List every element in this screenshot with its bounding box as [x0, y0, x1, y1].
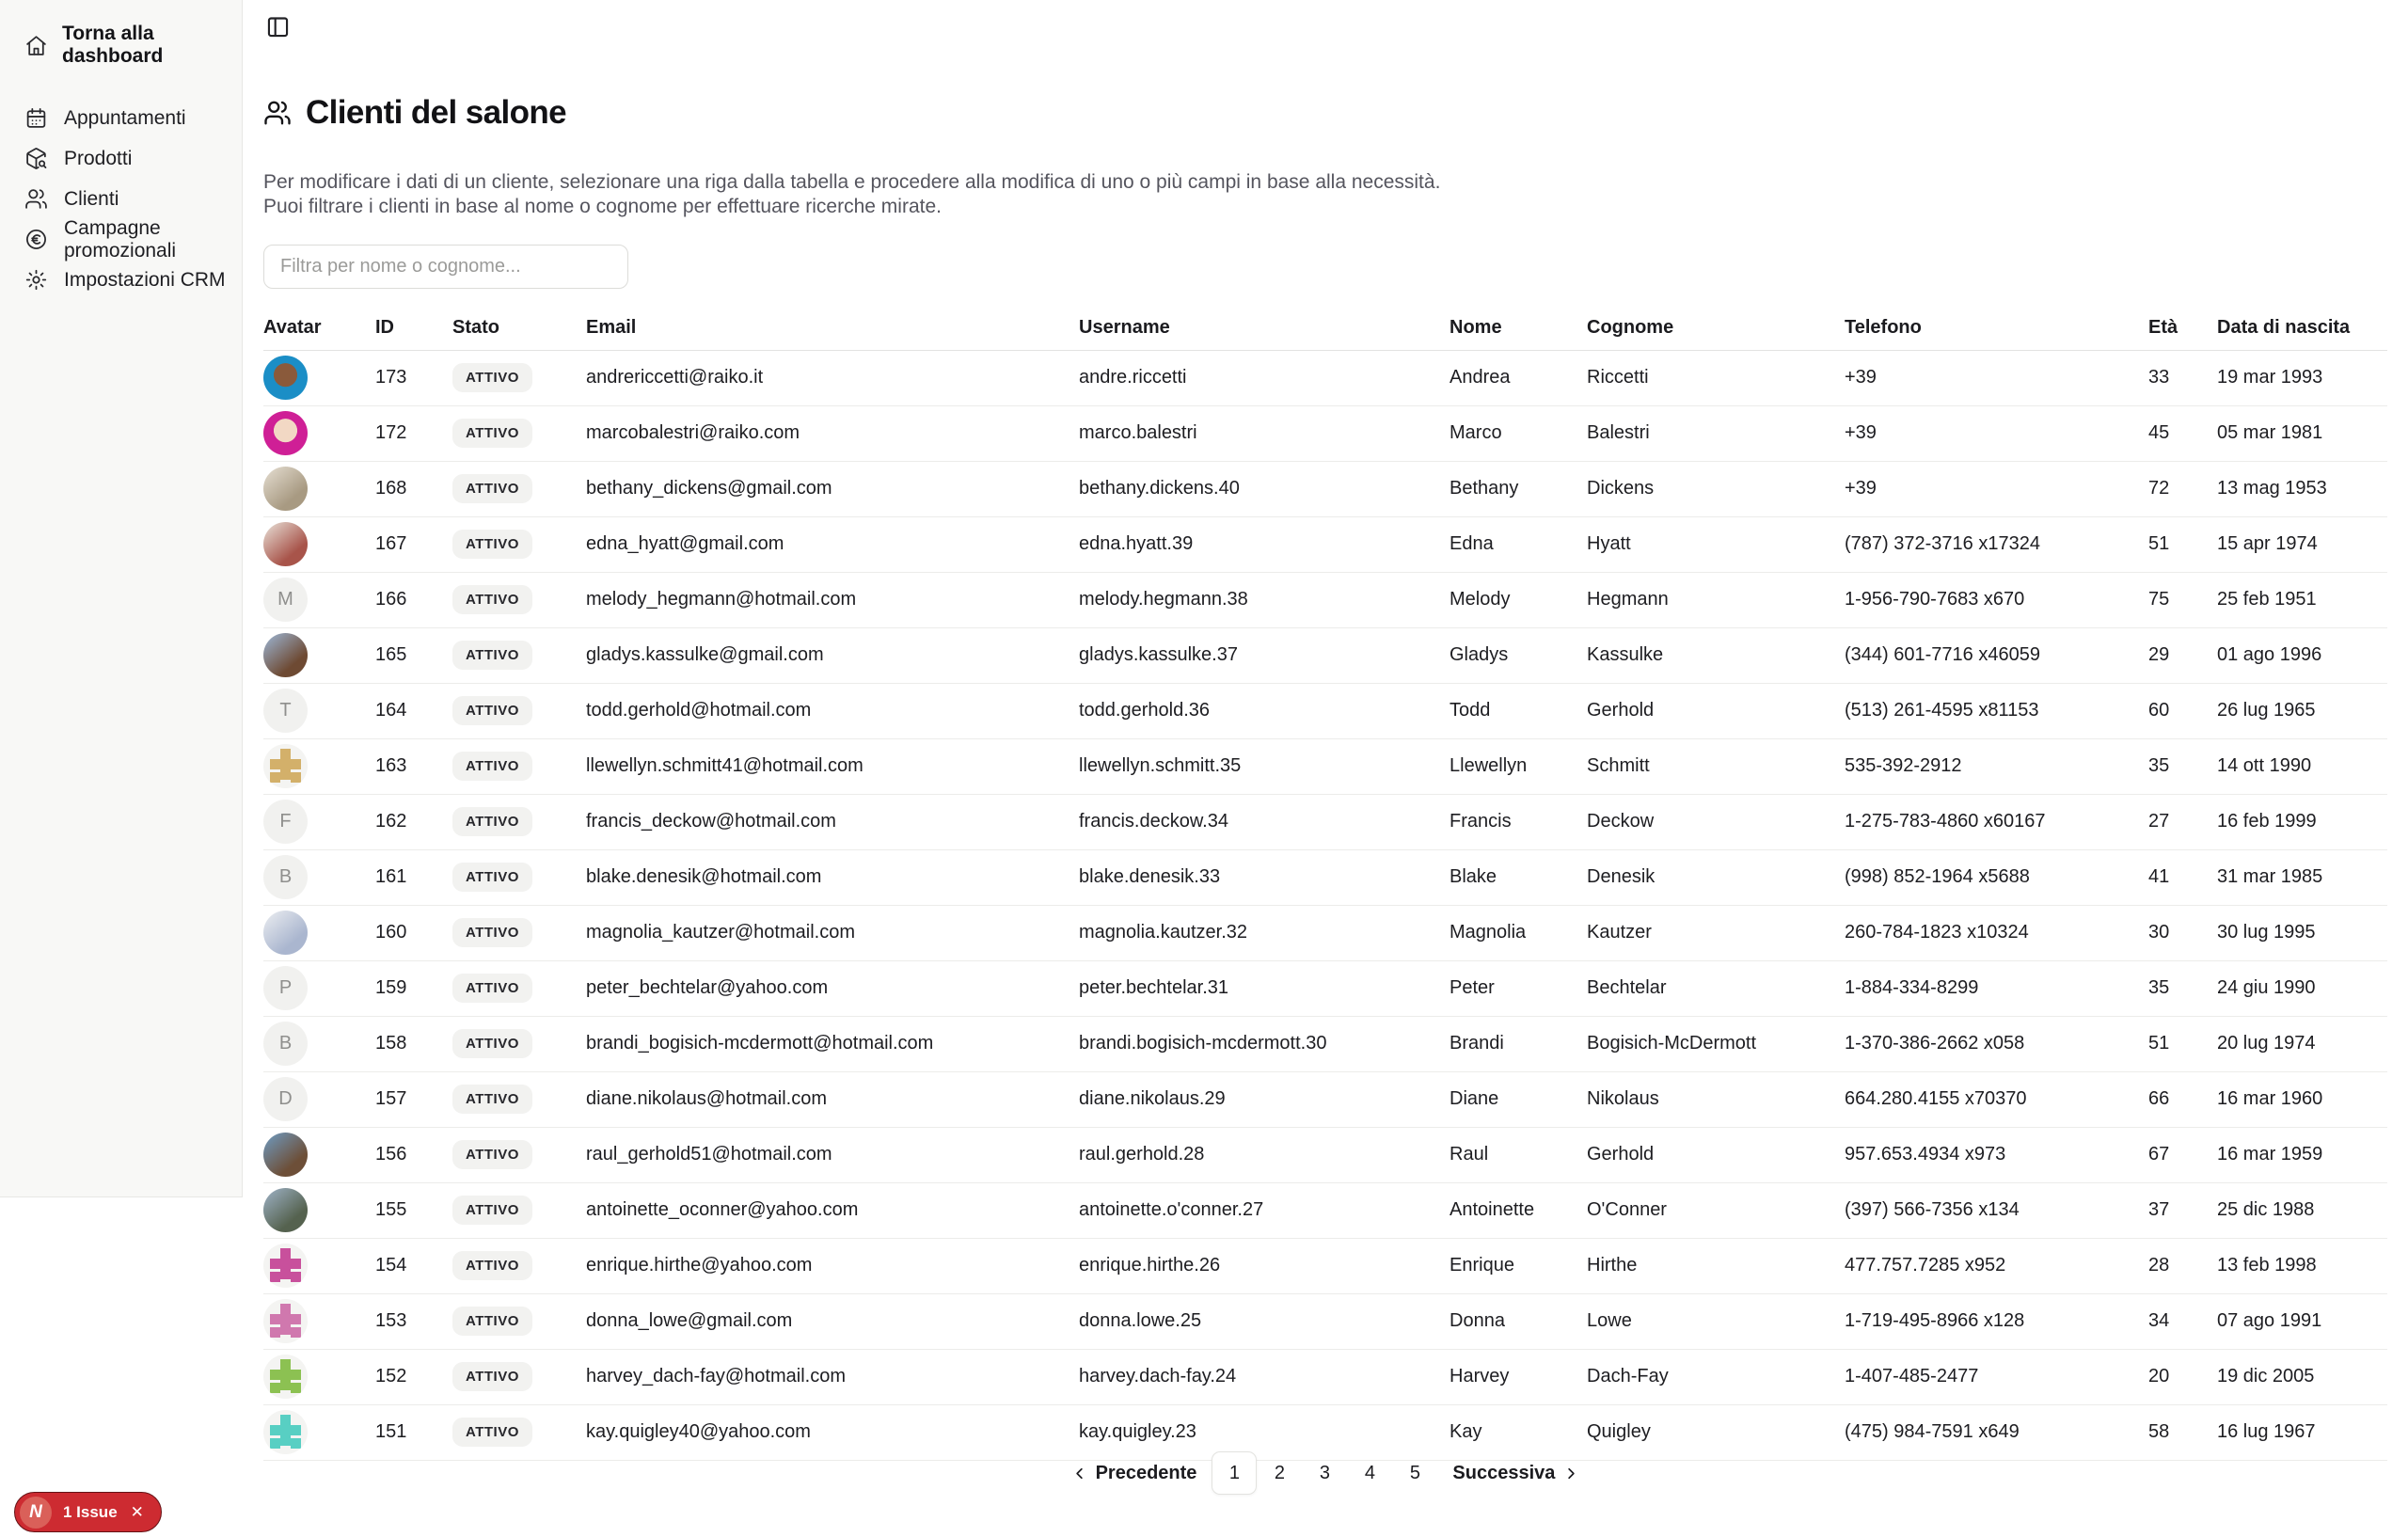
page-number-button[interactable]: 2 [1257, 1451, 1302, 1495]
cell-id: 155 [375, 1199, 407, 1221]
sidebar-item-impostazioni-crm[interactable] [0, 260, 242, 300]
cell-username: blake.denesik.33 [1079, 866, 1221, 888]
package-search-icon [24, 147, 48, 170]
page-description [263, 170, 2387, 218]
avatar: T [263, 689, 308, 733]
table-row[interactable] [263, 406, 2387, 462]
column-header-stato: Stato [452, 316, 499, 338]
cell-id: 156 [375, 1144, 407, 1165]
cell-id: 165 [375, 644, 407, 666]
status-badge: ATTIVO [452, 1362, 532, 1391]
cell-data-di-nascita: 16 feb 1999 [2217, 811, 2317, 832]
cell-username: bethany.dickens.40 [1079, 478, 1240, 499]
cell-id: 153 [375, 1310, 407, 1332]
table-row[interactable] [263, 628, 2387, 684]
cell-id: 160 [375, 922, 407, 943]
cell-cognome: Kautzer [1587, 922, 1652, 943]
cell-telefono: (344) 601-7716 x46059 [1845, 644, 2040, 666]
cell-nome: Francis [1450, 811, 1512, 832]
table-row[interactable] [263, 1017, 2387, 1072]
sidebar-item-back-to-dashboard[interactable] [0, 15, 242, 75]
status-badge: ATTIVO [452, 1196, 532, 1225]
cell-eta: 67 [2148, 1144, 2170, 1165]
avatar [263, 522, 308, 566]
description-line-2: Puoi filtrare i clienti in base al nome o cognome per effettuare ricerche mirate. [263, 195, 942, 217]
sidebar-item-label: Clienti [64, 187, 119, 210]
cell-eta: 20 [2148, 1366, 2170, 1387]
cell-email: diane.nikolaus@hotmail.com [586, 1088, 827, 1110]
avatar [263, 1299, 308, 1343]
status-badge: ATTIVO [452, 918, 532, 947]
cell-username: diane.nikolaus.29 [1079, 1088, 1226, 1110]
cell-data-di-nascita: 19 mar 1993 [2217, 367, 2323, 388]
column-header-cognome: Cognome [1587, 316, 1674, 338]
cell-email: peter_bechtelar@yahoo.com [586, 977, 829, 999]
cell-email: andrericcetti@raiko.it [586, 367, 764, 388]
cell-email: enrique.hirthe@yahoo.com [586, 1255, 813, 1276]
cell-nome: Donna [1450, 1310, 1505, 1332]
previous-page-button[interactable] [1061, 1455, 1207, 1492]
cell-telefono: (397) 566-7356 x134 [1845, 1199, 2020, 1221]
clients-table [263, 306, 2387, 1461]
sidebar-nav [0, 98, 242, 300]
cell-id: 173 [375, 367, 407, 388]
sidebar-item-label: Impostazioni CRM [64, 268, 226, 291]
chevron-right-icon [1562, 1465, 1580, 1482]
cell-nome: Andrea [1450, 367, 1511, 388]
calendar-icon [24, 106, 48, 130]
cell-email: brandi_bogisich-mcdermott@hotmail.com [586, 1033, 934, 1054]
cell-cognome: Hirthe [1587, 1255, 1638, 1276]
cell-cognome: Balestri [1587, 422, 1650, 444]
cell-username: enrique.hirthe.26 [1079, 1255, 1221, 1276]
sidebar-item-label: Campagne promozionali [64, 216, 177, 261]
column-header-avatar: Avatar [263, 316, 322, 338]
chevron-left-icon [1070, 1465, 1088, 1482]
cell-email: kay.quigley40@yahoo.com [586, 1421, 811, 1443]
cell-cognome: Dach-Fay [1587, 1366, 1669, 1387]
cell-nome: Llewellyn [1450, 755, 1528, 777]
avatar [263, 744, 308, 788]
page-number-button[interactable]: 1 [1212, 1451, 1257, 1495]
cell-nome: Todd [1450, 700, 1491, 721]
avatar: F [263, 800, 308, 844]
cell-eta: 30 [2148, 922, 2170, 943]
cell-telefono: +39 [1845, 367, 1877, 388]
cell-nome: Blake [1450, 866, 1497, 888]
cell-email: magnolia_kautzer@hotmail.com [586, 922, 855, 943]
cell-nome: Melody [1450, 589, 1511, 610]
cell-email: edna_hyatt@gmail.com [586, 533, 784, 555]
table-row[interactable] [263, 1183, 2387, 1239]
table-row[interactable] [263, 906, 2387, 961]
cell-cognome: Gerhold [1587, 700, 1655, 721]
cell-id: 168 [375, 478, 407, 499]
cell-id: 154 [375, 1255, 407, 1276]
cell-telefono: 260-784-1823 x10324 [1845, 922, 2029, 943]
table-row[interactable] [263, 462, 2387, 517]
page-number-button[interactable]: 3 [1302, 1451, 1347, 1495]
table-row[interactable] [263, 1128, 2387, 1183]
sidebar [0, 0, 243, 1197]
cell-username: magnolia.kautzer.32 [1079, 922, 1248, 943]
status-badge: ATTIVO [452, 585, 532, 614]
sidebar-item-label: Appuntamenti [64, 106, 186, 129]
cell-id: 157 [375, 1088, 407, 1110]
avatar [263, 411, 308, 455]
table-row[interactable] [263, 961, 2387, 1017]
cell-cognome: Kassulke [1587, 644, 1664, 666]
cell-nome: Peter [1450, 977, 1495, 999]
cell-email: marcobalestri@raiko.com [586, 422, 800, 444]
cell-id: 163 [375, 755, 407, 777]
cell-cognome: Denesik [1587, 866, 1656, 888]
cell-eta: 51 [2148, 533, 2170, 555]
cell-eta: 45 [2148, 422, 2170, 444]
cell-eta: 72 [2148, 478, 2170, 499]
cell-data-di-nascita: 30 lug 1995 [2217, 922, 2316, 943]
cell-id: 164 [375, 700, 407, 721]
cell-eta: 58 [2148, 1421, 2170, 1443]
sidebar-item-campagne-promozionali[interactable] [0, 216, 242, 261]
cell-data-di-nascita: 25 dic 1988 [2217, 1199, 2315, 1221]
cell-data-di-nascita: 26 lug 1965 [2217, 700, 2316, 721]
close-icon[interactable]: ✕ [130, 1503, 144, 1521]
cell-data-di-nascita: 16 mar 1960 [2217, 1088, 2323, 1110]
table-row[interactable] [263, 1072, 2387, 1128]
status-badge: ATTIVO [452, 863, 532, 892]
cell-nome: Magnolia [1450, 922, 1527, 943]
cell-username: andre.riccetti [1079, 367, 1187, 388]
cell-eta: 60 [2148, 700, 2170, 721]
cell-nome: Marco [1450, 422, 1502, 444]
status-badge: ATTIVO [452, 1085, 532, 1114]
pagination [243, 1451, 2408, 1495]
cell-username: marco.balestri [1079, 422, 1197, 444]
cell-cognome: Dickens [1587, 478, 1655, 499]
cell-telefono: 1-956-790-7683 x670 [1845, 589, 2025, 610]
cell-telefono: (513) 261-4595 x81153 [1845, 700, 2039, 721]
column-header-telefono: Telefono [1845, 316, 1922, 338]
cell-nome: Harvey [1450, 1366, 1510, 1387]
cell-data-di-nascita: 07 ago 1991 [2217, 1310, 2322, 1332]
cell-data-di-nascita: 13 mag 1953 [2217, 478, 2327, 499]
cell-username: francis.deckow.34 [1079, 811, 1228, 832]
cell-data-di-nascita: 20 lug 1974 [2217, 1033, 2316, 1054]
cell-nome: Brandi [1450, 1033, 1504, 1054]
cell-eta: 51 [2148, 1033, 2170, 1054]
cell-data-di-nascita: 14 ott 1990 [2217, 755, 2312, 777]
cell-eta: 33 [2148, 367, 2170, 388]
cell-id: 172 [375, 422, 407, 444]
table-row[interactable] [263, 1294, 2387, 1350]
cell-telefono: +39 [1845, 422, 1877, 444]
cell-data-di-nascita: 16 mar 1959 [2217, 1144, 2323, 1165]
cell-cognome: Bogisich-McDermott [1587, 1033, 1757, 1054]
cell-telefono: 535-392-2912 [1845, 755, 1962, 777]
status-badge: ATTIVO [452, 1029, 532, 1058]
cell-username: raul.gerhold.28 [1079, 1144, 1205, 1165]
cell-email: francis_deckow@hotmail.com [586, 811, 836, 832]
cell-eta: 35 [2148, 755, 2170, 777]
cell-id: 162 [375, 811, 407, 832]
description-line-1: Per modificare i dati di un cliente, selezionare una riga dalla tabella e procedere alla modifica di uno o più campi in base alla necessità. [263, 170, 1441, 193]
avatar [263, 467, 308, 511]
cell-username: gladys.kassulke.37 [1079, 644, 1238, 666]
cell-username: harvey.dach-fay.24 [1079, 1366, 1237, 1387]
avatar [263, 1188, 308, 1232]
cell-telefono: 957.653.4934 x973 [1845, 1144, 2006, 1165]
sidebar-item-appuntamenti[interactable] [0, 98, 242, 138]
cell-cognome: O'Conner [1587, 1199, 1667, 1221]
table-row[interactable] [263, 684, 2387, 739]
next-label: Successiva [1452, 1462, 1556, 1483]
cell-username: llewellyn.schmitt.35 [1079, 755, 1242, 777]
cell-telefono: 1-275-783-4860 x60167 [1845, 811, 2046, 832]
table-row[interactable] [263, 351, 2387, 406]
cell-cognome: Hegmann [1587, 589, 1669, 610]
avatar [263, 1355, 308, 1399]
cell-data-di-nascita: 24 giu 1990 [2217, 977, 2316, 999]
table-row[interactable] [263, 850, 2387, 906]
table-row[interactable] [263, 573, 2387, 628]
cell-username: edna.hyatt.39 [1079, 533, 1194, 555]
avatar: D [263, 1077, 308, 1121]
next-page-button[interactable] [1443, 1455, 1590, 1492]
cell-eta: 29 [2148, 644, 2170, 666]
dev-issue-badge[interactable] [14, 1492, 162, 1532]
avatar [263, 911, 308, 955]
avatar [263, 1133, 308, 1177]
column-header-data-di-nascita: Data di nascita [2217, 316, 2351, 338]
cell-telefono: (475) 984-7591 x649 [1845, 1421, 2020, 1443]
status-badge: ATTIVO [452, 530, 532, 559]
cell-data-di-nascita: 19 dic 2005 [2217, 1366, 2315, 1387]
column-header-username: Username [1079, 316, 1170, 338]
page-title: Clienti del salone [306, 94, 567, 132]
table-body [263, 351, 2387, 1461]
cell-username: kay.quigley.23 [1079, 1421, 1196, 1443]
cell-id: 151 [375, 1421, 407, 1443]
cell-nome: Raul [1450, 1144, 1489, 1165]
cell-data-di-nascita: 16 lug 1967 [2217, 1421, 2316, 1443]
avatar: M [263, 578, 308, 622]
cell-cognome: Nikolaus [1587, 1088, 1659, 1110]
avatar: B [263, 855, 308, 899]
previous-label: Precedente [1095, 1462, 1197, 1483]
panel-left-icon [265, 14, 292, 40]
cell-eta: 34 [2148, 1310, 2170, 1332]
cell-eta: 37 [2148, 1199, 2170, 1221]
cell-cognome: Hyatt [1587, 533, 1631, 555]
cell-username: todd.gerhold.36 [1079, 700, 1211, 721]
status-badge: ATTIVO [452, 1307, 532, 1336]
main-content [243, 0, 2408, 1537]
status-badge: ATTIVO [452, 1251, 532, 1280]
cell-nome: Bethany [1450, 478, 1519, 499]
cell-email: melody_hegmann@hotmail.com [586, 589, 857, 610]
users-icon [263, 99, 292, 127]
cell-eta: 35 [2148, 977, 2170, 999]
status-badge: ATTIVO [452, 363, 532, 392]
cell-email: todd.gerhold@hotmail.com [586, 700, 812, 721]
cell-telefono: (787) 372-3716 x17324 [1845, 533, 2040, 555]
cell-email: llewellyn.schmitt41@hotmail.com [586, 755, 863, 777]
status-badge: ATTIVO [452, 1140, 532, 1169]
cell-email: donna_lowe@gmail.com [586, 1310, 793, 1332]
cell-telefono: (998) 852-1964 x5688 [1845, 866, 2030, 888]
status-badge: ATTIVO [452, 419, 532, 448]
cell-data-di-nascita: 01 ago 1996 [2217, 644, 2322, 666]
home-icon [24, 34, 48, 57]
table-row[interactable] [263, 517, 2387, 573]
avatar [263, 633, 308, 677]
users-icon [24, 187, 48, 211]
cell-email: bethany_dickens@gmail.com [586, 478, 832, 499]
status-badge: ATTIVO [452, 474, 532, 503]
cell-id: 158 [375, 1033, 407, 1054]
cell-email: antoinette_oconner@yahoo.com [586, 1199, 859, 1221]
avatar [263, 1410, 308, 1454]
column-header-eta: Età [2148, 316, 2178, 338]
cell-data-di-nascita: 31 mar 1985 [2217, 866, 2323, 888]
cell-nome: Enrique [1450, 1255, 1514, 1276]
cell-data-di-nascita: 25 feb 1951 [2217, 589, 2317, 610]
cell-email: harvey_dach-fay@hotmail.com [586, 1366, 846, 1387]
cell-cognome: Schmitt [1587, 755, 1650, 777]
cell-id: 166 [375, 589, 407, 610]
cell-id: 152 [375, 1366, 407, 1387]
issue-count-label: 1 Issue [63, 1502, 118, 1521]
cell-telefono: 1-719-495-8966 x128 [1845, 1310, 2025, 1332]
cell-username: peter.bechtelar.31 [1079, 977, 1229, 999]
cell-data-di-nascita: 15 apr 1974 [2217, 533, 2318, 555]
cell-telefono: +39 [1845, 478, 1877, 499]
sidebar-item-prodotti[interactable] [0, 138, 242, 179]
table-row[interactable] [263, 1350, 2387, 1405]
cell-telefono: 664.280.4155 x70370 [1845, 1088, 2027, 1110]
gear-icon [24, 268, 48, 292]
sidebar-item-label: Prodotti [64, 147, 133, 169]
euro-circle-icon [24, 228, 48, 251]
avatar: P [263, 966, 308, 1010]
cell-telefono: 1-884-334-8299 [1845, 977, 1979, 999]
cell-telefono: 1-407-485-2477 [1845, 1366, 1979, 1387]
cell-cognome: Riccetti [1587, 367, 1649, 388]
cell-eta: 66 [2148, 1088, 2170, 1110]
cell-email: raul_gerhold51@hotmail.com [586, 1144, 832, 1165]
cell-eta: 28 [2148, 1255, 2170, 1276]
avatar [263, 1244, 308, 1288]
cell-cognome: Quigley [1587, 1421, 1651, 1443]
cell-id: 167 [375, 533, 407, 555]
cell-nome: Antoinette [1450, 1199, 1535, 1221]
cell-nome: Diane [1450, 1088, 1499, 1110]
cell-eta: 41 [2148, 866, 2170, 888]
cell-eta: 75 [2148, 589, 2170, 610]
nextjs-logo-icon: N [20, 1497, 52, 1529]
table-row[interactable] [263, 739, 2387, 795]
cell-id: 159 [375, 977, 407, 999]
table-row[interactable] [263, 1239, 2387, 1294]
cell-email: blake.denesik@hotmail.com [586, 866, 822, 888]
cell-username: donna.lowe.25 [1079, 1310, 1202, 1332]
filter-input[interactable] [263, 245, 628, 289]
cell-cognome: Bechtelar [1587, 977, 1667, 999]
column-header-nome: Nome [1450, 316, 1502, 338]
status-badge: ATTIVO [452, 641, 532, 670]
cell-eta: 27 [2148, 811, 2170, 832]
status-badge: ATTIVO [452, 807, 532, 836]
cell-telefono: 477.757.7285 x952 [1845, 1255, 2006, 1276]
status-badge: ATTIVO [452, 974, 532, 1003]
column-header-id: ID [375, 316, 394, 338]
cell-data-di-nascita: 13 feb 1998 [2217, 1255, 2317, 1276]
column-header-email: Email [586, 316, 637, 338]
cell-data-di-nascita: 05 mar 1981 [2217, 422, 2323, 444]
avatar: B [263, 1022, 308, 1066]
cell-nome: Gladys [1450, 644, 1509, 666]
cell-cognome: Lowe [1587, 1310, 1632, 1332]
status-badge: ATTIVO [452, 1418, 532, 1447]
cell-email: gladys.kassulke@gmail.com [586, 644, 824, 666]
cell-username: antoinette.o'conner.27 [1079, 1199, 1264, 1221]
cell-username: brandi.bogisich-mcdermott.30 [1079, 1033, 1327, 1054]
cell-nome: Edna [1450, 533, 1494, 555]
cell-cognome: Deckow [1587, 811, 1655, 832]
sidebar-back-label: Torna alla dashboard [62, 23, 164, 67]
cell-telefono: 1-370-386-2662 x058 [1845, 1033, 2025, 1054]
page-buttons [1212, 1451, 1437, 1495]
cell-nome: Kay [1450, 1421, 1482, 1443]
status-badge: ATTIVO [452, 752, 532, 781]
table-row[interactable] [263, 795, 2387, 850]
sidebar-item-clienti[interactable] [0, 179, 242, 219]
table-header-row [263, 306, 2387, 351]
page-number-button[interactable]: 5 [1392, 1451, 1437, 1495]
cell-id: 161 [375, 866, 407, 888]
status-badge: ATTIVO [452, 696, 532, 725]
page-header [263, 72, 2387, 154]
cell-username: melody.hegmann.38 [1079, 589, 1248, 610]
avatar [263, 356, 308, 400]
cell-cognome: Gerhold [1587, 1144, 1655, 1165]
page-number-button[interactable]: 4 [1347, 1451, 1392, 1495]
sidebar-toggle-button[interactable] [263, 11, 293, 41]
